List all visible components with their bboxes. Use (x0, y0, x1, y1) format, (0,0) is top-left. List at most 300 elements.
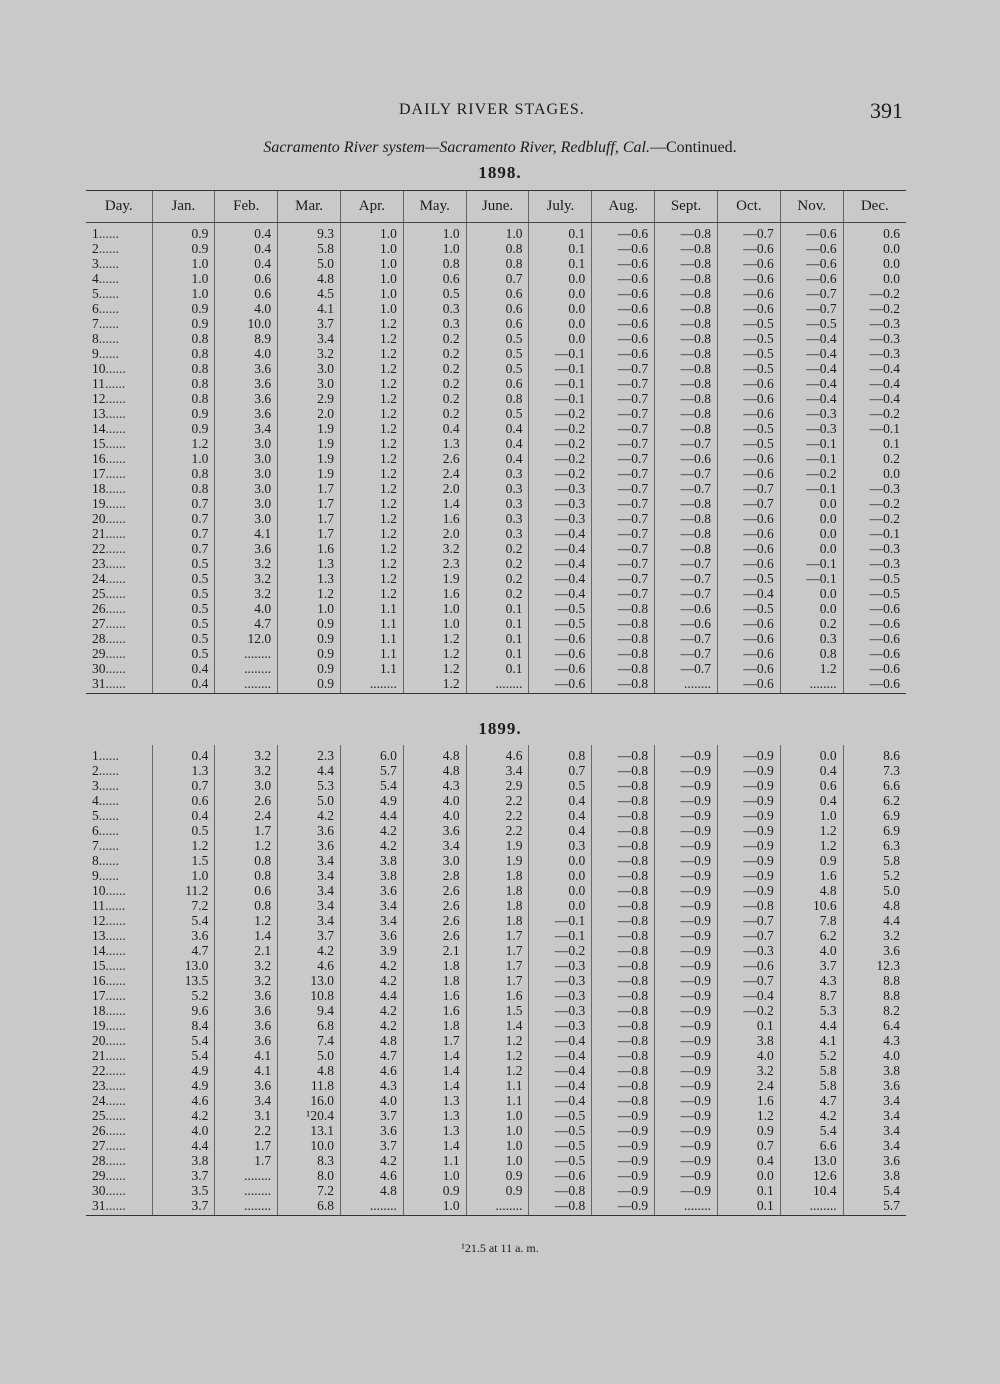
stage-cell: 2.4 (215, 808, 278, 823)
day-cell (86, 661, 152, 676)
stage-cell: 3.4 (278, 883, 341, 898)
stage-cell: —0.6 (717, 466, 780, 481)
stage-cell: 0.9 (780, 853, 843, 868)
table-row (86, 868, 906, 883)
stage-cell: 1.4 (215, 928, 278, 943)
stage-cell: —0.1 (780, 571, 843, 586)
stage-cell: —0.7 (717, 973, 780, 988)
table-row (86, 913, 906, 928)
stage-cell: 3.6 (152, 928, 215, 943)
stage-cell: —0.8 (655, 331, 718, 346)
day-number: 8 (92, 331, 99, 346)
stage-cell: —0.2 (529, 451, 592, 466)
stage-cell: —0.9 (655, 928, 718, 943)
stage-cell: 0.4 (466, 421, 529, 436)
stage-cell: 4.4 (152, 1138, 215, 1153)
stage-cell: 7.2 (278, 1183, 341, 1198)
day-cell (86, 331, 152, 346)
stage-cell: 1.6 (403, 1003, 466, 1018)
day-cell (86, 511, 152, 526)
day-number: 11 (92, 898, 105, 913)
stage-cell: 3.4 (278, 898, 341, 913)
stage-cell: 0.4 (529, 808, 592, 823)
stage-cell: —0.9 (655, 1078, 718, 1093)
stage-cell: 1.2 (780, 661, 843, 676)
stage-cell: —0.7 (655, 481, 718, 496)
stage-cell: 1.2 (403, 661, 466, 676)
stage-cell: 1.6 (278, 541, 341, 556)
stage-cell: 6.6 (843, 778, 906, 793)
stage-cell: 4.8 (278, 1063, 341, 1078)
stage-cell: 1.7 (278, 481, 341, 496)
day-number: 1 (92, 226, 99, 241)
day-cell (86, 1183, 152, 1198)
stage-cell: 0.5 (152, 556, 215, 571)
stage-cell: 3.4 (843, 1093, 906, 1108)
stage-cell: 0.9 (152, 241, 215, 256)
stage-cell: —0.7 (717, 496, 780, 511)
stage-cell: 0.3 (403, 301, 466, 316)
stage-cell: —0.6 (780, 271, 843, 286)
stage-cell: —0.7 (780, 301, 843, 316)
stage-cell: —0.9 (717, 838, 780, 853)
stage-cell: 5.8 (843, 853, 906, 868)
stage-cell: 0.0 (780, 745, 843, 763)
river-stages-table-1898 (86, 190, 906, 694)
leader-dots: ...... (105, 391, 126, 406)
stage-cell: —0.9 (655, 1093, 718, 1108)
stage-cell: 3.7 (340, 1138, 403, 1153)
stage-cell: 1.0 (152, 286, 215, 301)
stage-cell: —0.8 (655, 301, 718, 316)
stage-cell: 1.3 (403, 1108, 466, 1123)
stage-cell: 0.0 (529, 853, 592, 868)
stage-cell: 5.0 (278, 793, 341, 808)
stage-cell: 4.6 (278, 958, 341, 973)
stage-cell: 3.4 (278, 331, 341, 346)
running-head: DAILY RIVER STAGES. (399, 101, 585, 118)
day-cell (86, 988, 152, 1003)
stage-cell: —0.2 (780, 466, 843, 481)
stage-cell: 2.6 (403, 913, 466, 928)
table-row (86, 466, 906, 481)
stage-cell: 3.6 (215, 391, 278, 406)
stage-cell: —0.6 (843, 616, 906, 631)
stage-cell: 1.2 (340, 436, 403, 451)
column-header-month: Nov. (780, 191, 843, 223)
stage-cell: —0.8 (592, 898, 655, 913)
stage-cell: 5.4 (152, 913, 215, 928)
day-number: 16 (92, 973, 106, 988)
stage-cell: 6.8 (278, 1018, 341, 1033)
stage-cell: 4.2 (278, 943, 341, 958)
stage-cell: 3.4 (278, 853, 341, 868)
day-cell (86, 256, 152, 271)
stage-cell: 3.6 (215, 1003, 278, 1018)
stage-cell: 0.8 (215, 853, 278, 868)
stage-cell: —0.7 (592, 466, 655, 481)
stage-cell: 1.8 (403, 958, 466, 973)
stage-cell: —0.7 (592, 481, 655, 496)
stage-cell: 0.0 (780, 601, 843, 616)
stage-cell: 3.4 (843, 1138, 906, 1153)
table-row (86, 1018, 906, 1033)
stage-cell: —0.7 (655, 646, 718, 661)
stage-cell: 3.1 (215, 1108, 278, 1123)
table-row (86, 1168, 906, 1183)
stage-cell: 0.1 (466, 616, 529, 631)
stage-cell: 1.8 (403, 973, 466, 988)
stage-cell: —0.3 (529, 496, 592, 511)
day-cell (86, 1123, 152, 1138)
stage-cell: —0.4 (843, 361, 906, 376)
leader-dots: ...... (105, 988, 126, 1003)
table-row (86, 1078, 906, 1093)
leader-dots: ...... (105, 436, 126, 451)
leader-dots: ...... (105, 1153, 126, 1168)
stage-cell: 0.5 (152, 571, 215, 586)
stage-cell: 7.8 (780, 913, 843, 928)
day-cell (86, 1168, 152, 1183)
stage-cell: 1.0 (152, 451, 215, 466)
stage-cell: 1.7 (215, 823, 278, 838)
stage-cell: 6.2 (843, 793, 906, 808)
stage-cell: 3.6 (215, 376, 278, 391)
stage-cell: —0.7 (592, 451, 655, 466)
stage-cell: 4.4 (278, 763, 341, 778)
stage-cell: —0.6 (717, 391, 780, 406)
table-row (86, 271, 906, 286)
table-row (86, 511, 906, 526)
stage-cell: 4.6 (152, 1093, 215, 1108)
stage-cell: 4.7 (340, 1048, 403, 1063)
stage-cell: 5.8 (780, 1063, 843, 1078)
stage-cell: 0.0 (780, 586, 843, 601)
stage-cell: 1.3 (403, 436, 466, 451)
stage-cell: 12.3 (843, 958, 906, 973)
stage-cell: 1.0 (403, 241, 466, 256)
day-number: 12 (92, 913, 106, 928)
leader-dots: ...... (98, 256, 119, 271)
stage-cell: —0.8 (529, 1183, 592, 1198)
stage-cell: —0.8 (592, 958, 655, 973)
stage-cell: 0.7 (152, 778, 215, 793)
stage-cell: 3.6 (403, 823, 466, 838)
leader-dots: ...... (105, 1018, 126, 1033)
leader-dots: ...... (105, 526, 126, 541)
table-row (86, 1183, 906, 1198)
leader-dots: ...... (105, 1183, 126, 1198)
day-cell (86, 391, 152, 406)
stage-cell: 4.0 (843, 1048, 906, 1063)
stage-cell: —0.1 (780, 451, 843, 466)
day-cell (86, 1063, 152, 1078)
stage-cell: 4.0 (717, 1048, 780, 1063)
stage-cell: 4.8 (340, 1033, 403, 1048)
stage-cell: —0.9 (655, 1063, 718, 1078)
stage-cell: 1.2 (340, 466, 403, 481)
stage-cell: —0.7 (717, 481, 780, 496)
day-cell (86, 223, 152, 242)
stage-cell: ........ (215, 1198, 278, 1216)
table-row (86, 481, 906, 496)
table-row (86, 1033, 906, 1048)
stage-cell: —0.1 (780, 556, 843, 571)
stage-cell: 3.2 (278, 346, 341, 361)
leader-dots: ...... (98, 808, 119, 823)
stage-cell: 0.0 (529, 868, 592, 883)
stage-cell: 1.6 (780, 868, 843, 883)
stage-cell: 2.2 (466, 823, 529, 838)
stage-cell: 1.2 (340, 376, 403, 391)
table-row (86, 898, 906, 913)
stage-cell: 4.2 (340, 1153, 403, 1168)
day-number: 29 (92, 646, 106, 661)
leader-dots: ...... (105, 406, 126, 421)
day-cell (86, 958, 152, 973)
stage-cell: ........ (655, 676, 718, 694)
table-row (86, 973, 906, 988)
stage-cell: 8.6 (843, 745, 906, 763)
leader-dots: ...... (105, 1063, 126, 1078)
stage-cell: 0.1 (529, 256, 592, 271)
stage-cell: 0.4 (152, 676, 215, 694)
leader-dots: ...... (105, 616, 126, 631)
stage-cell: 1.2 (340, 391, 403, 406)
stage-cell: 1.2 (340, 361, 403, 376)
stage-cell: 12.6 (780, 1168, 843, 1183)
stage-cell: —0.7 (780, 286, 843, 301)
leader-dots: ...... (105, 1033, 126, 1048)
stage-cell: —0.7 (655, 571, 718, 586)
stage-cell: 4.2 (152, 1108, 215, 1123)
stage-cell: —0.5 (717, 316, 780, 331)
day-number: 28 (92, 631, 106, 646)
stage-cell: —0.4 (780, 376, 843, 391)
day-cell (86, 808, 152, 823)
stage-cell: —0.4 (529, 1078, 592, 1093)
day-number: 16 (92, 451, 106, 466)
stage-cell: —0.1 (529, 361, 592, 376)
stage-cell: —0.9 (655, 1033, 718, 1048)
stage-cell: 0.0 (529, 271, 592, 286)
stage-cell: —0.3 (780, 406, 843, 421)
stage-cell: 0.5 (152, 646, 215, 661)
stage-cell: 3.2 (215, 571, 278, 586)
stage-cell: 0.5 (403, 286, 466, 301)
stage-cell: 0.6 (780, 778, 843, 793)
day-cell (86, 556, 152, 571)
leader-dots: ...... (105, 1198, 126, 1213)
day-cell (86, 676, 152, 694)
stage-cell: 3.0 (403, 853, 466, 868)
stage-cell: 1.0 (152, 271, 215, 286)
stage-cell: 1.7 (466, 943, 529, 958)
stage-cell: —0.4 (529, 571, 592, 586)
stage-cell: —0.8 (592, 883, 655, 898)
leader-dots: ...... (105, 481, 126, 496)
stage-cell: 0.9 (278, 676, 341, 694)
stage-cell: 2.6 (403, 451, 466, 466)
day-cell (86, 466, 152, 481)
leader-dots: ...... (105, 973, 126, 988)
day-cell (86, 526, 152, 541)
stage-cell: 0.9 (152, 421, 215, 436)
table-row (86, 631, 906, 646)
day-cell (86, 823, 152, 838)
leader-dots: ...... (105, 646, 126, 661)
stage-cell: —0.5 (529, 616, 592, 631)
stage-cell: —0.7 (592, 361, 655, 376)
stage-cell: 3.0 (215, 451, 278, 466)
day-number: 22 (92, 541, 106, 556)
stage-cell: ........ (780, 1198, 843, 1216)
stage-cell: 2.0 (403, 481, 466, 496)
table-row (86, 496, 906, 511)
stage-cell: 0.0 (529, 301, 592, 316)
stage-cell: 5.4 (152, 1048, 215, 1063)
stage-cell: 7.4 (278, 1033, 341, 1048)
stage-cell: 4.1 (278, 301, 341, 316)
stage-cell: 4.1 (215, 1063, 278, 1078)
stage-cell: 1.9 (278, 436, 341, 451)
day-number: 19 (92, 1018, 106, 1033)
day-cell (86, 913, 152, 928)
stage-cell: 6.2 (780, 928, 843, 943)
stage-cell: 3.2 (843, 928, 906, 943)
stage-cell: —0.6 (780, 241, 843, 256)
stage-cell: 0.7 (529, 763, 592, 778)
day-number: 3 (92, 778, 99, 793)
stage-cell: —0.9 (655, 1048, 718, 1063)
stage-cell: —0.8 (655, 526, 718, 541)
table-row (86, 331, 906, 346)
stage-cell: 0.4 (215, 256, 278, 271)
stage-cell: 4.2 (340, 1003, 403, 1018)
stage-cell: 3.4 (278, 913, 341, 928)
stage-cell: 3.6 (340, 928, 403, 943)
stage-cell: —0.9 (655, 1168, 718, 1183)
stage-cell: 1.8 (466, 868, 529, 883)
stage-cell: —0.6 (717, 451, 780, 466)
stage-cell: ........ (655, 1198, 718, 1216)
stage-cell: 1.0 (340, 301, 403, 316)
stage-cell: 1.3 (403, 1123, 466, 1138)
stage-cell: ........ (215, 661, 278, 676)
stage-cell: 3.6 (215, 988, 278, 1003)
stage-cell: —0.4 (717, 586, 780, 601)
stage-cell: 9.4 (278, 1003, 341, 1018)
stage-cell: 4.6 (466, 745, 529, 763)
day-cell (86, 1198, 152, 1216)
stage-cell: —0.6 (717, 271, 780, 286)
stage-cell: —0.8 (592, 661, 655, 676)
stage-cell: 0.1 (529, 241, 592, 256)
day-number: 5 (92, 286, 99, 301)
leader-dots: ...... (105, 943, 126, 958)
stage-cell: —0.1 (529, 913, 592, 928)
stage-cell: ¹20.4 (278, 1108, 341, 1123)
stage-cell: 2.0 (278, 406, 341, 421)
stage-cell: —0.3 (843, 556, 906, 571)
stage-cell: 0.7 (152, 541, 215, 556)
stage-cell: 13.0 (780, 1153, 843, 1168)
day-cell (86, 793, 152, 808)
leader-dots: ...... (98, 763, 119, 778)
table-row (86, 586, 906, 601)
stage-cell: 1.2 (466, 1063, 529, 1078)
subtitle-italic: Sacramento River system—Sacramento River, Redbluff, Cal. (263, 139, 650, 156)
day-cell (86, 301, 152, 316)
stage-cell: 0.4 (152, 808, 215, 823)
stage-cell: —0.9 (717, 745, 780, 763)
leader-dots: ...... (98, 316, 119, 331)
table-row (86, 421, 906, 436)
stage-cell: 3.4 (340, 898, 403, 913)
stage-cell: 4.0 (340, 1093, 403, 1108)
stage-cell: 0.4 (780, 793, 843, 808)
subtitle-continued: —Continued. (649, 139, 737, 156)
table-row (86, 778, 906, 793)
stage-cell: 8.8 (843, 973, 906, 988)
stage-cell: 1.0 (403, 601, 466, 616)
stage-cell: 3.6 (215, 1033, 278, 1048)
stage-cell: 5.4 (152, 1033, 215, 1048)
stage-cell: 1.2 (780, 838, 843, 853)
stage-cell: 1.2 (340, 556, 403, 571)
stage-cell: 1.2 (340, 421, 403, 436)
stage-cell: 0.5 (529, 778, 592, 793)
stage-cell: 1.2 (152, 436, 215, 451)
day-number: 14 (92, 943, 106, 958)
stage-cell: 0.6 (843, 223, 906, 242)
stage-cell: —0.4 (529, 586, 592, 601)
stage-cell: 0.1 (843, 436, 906, 451)
stage-cell: —0.4 (529, 526, 592, 541)
stage-cell: —0.7 (592, 586, 655, 601)
stage-cell: —0.5 (780, 316, 843, 331)
stage-cell: —0.9 (655, 763, 718, 778)
stage-cell: —0.2 (717, 1003, 780, 1018)
day-cell (86, 1003, 152, 1018)
stage-cell: 1.2 (340, 511, 403, 526)
stage-cell: 4.8 (403, 763, 466, 778)
stage-cell: 1.2 (152, 838, 215, 853)
stage-cell: 3.6 (278, 823, 341, 838)
leader-dots: ...... (105, 1078, 126, 1093)
column-header-month: July. (529, 191, 592, 223)
stage-cell: —0.3 (780, 421, 843, 436)
stage-cell: 0.2 (403, 391, 466, 406)
stage-cell: 1.2 (340, 451, 403, 466)
stage-cell: —0.4 (780, 391, 843, 406)
stage-cell: 1.1 (340, 646, 403, 661)
stage-cell: —0.9 (655, 1003, 718, 1018)
day-number: 26 (92, 601, 106, 616)
day-number: 9 (92, 868, 99, 883)
stage-cell: 3.2 (215, 973, 278, 988)
day-number: 20 (92, 1033, 106, 1048)
stage-cell: 1.3 (278, 556, 341, 571)
leader-dots: ...... (98, 778, 119, 793)
table-row (86, 676, 906, 694)
stage-cell: 1.9 (466, 838, 529, 853)
stage-cell: —0.3 (717, 943, 780, 958)
stage-cell: —0.8 (592, 838, 655, 853)
stage-cell: —0.8 (592, 913, 655, 928)
stage-cell: 0.2 (403, 376, 466, 391)
stage-cell: —0.6 (592, 223, 655, 242)
